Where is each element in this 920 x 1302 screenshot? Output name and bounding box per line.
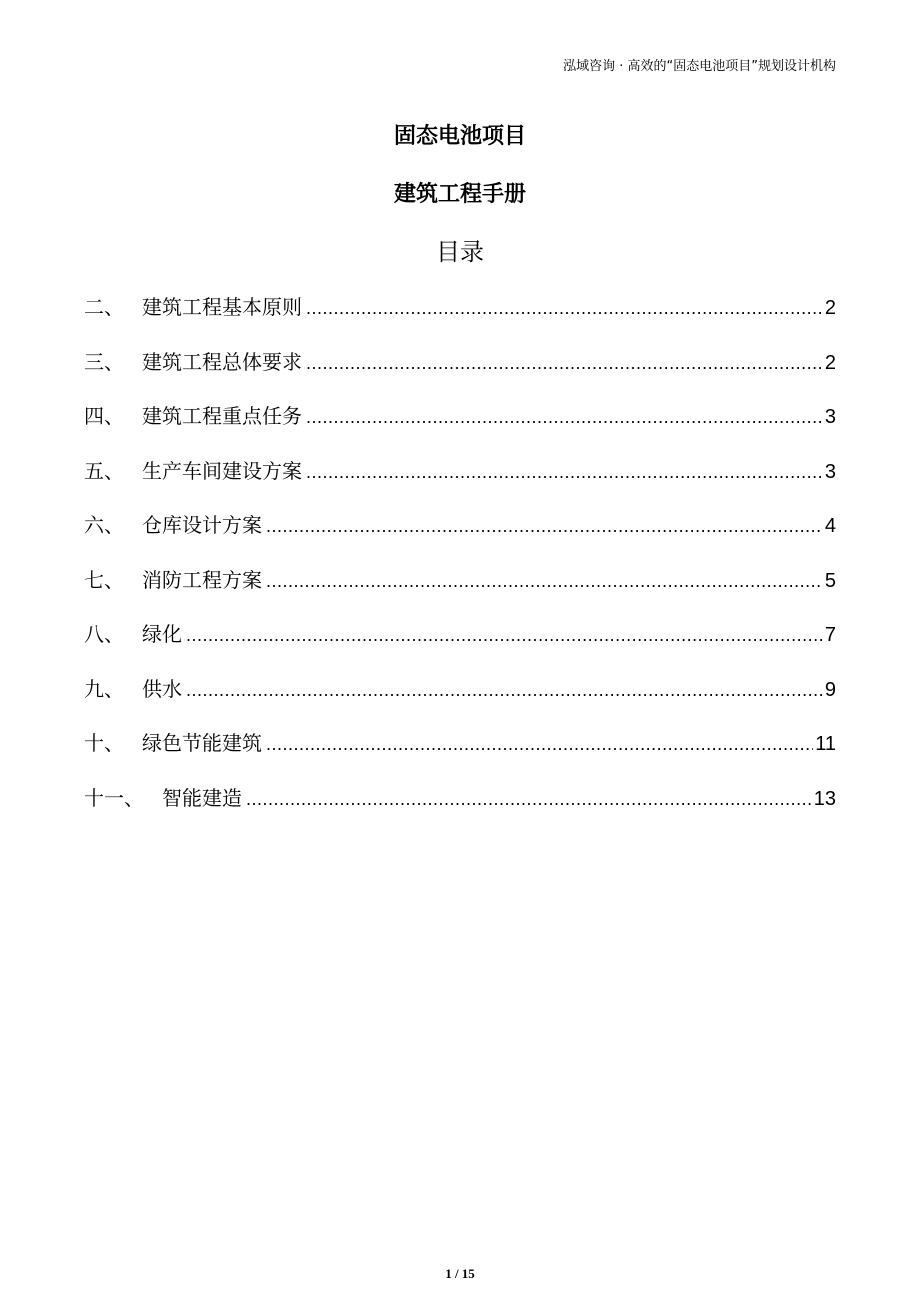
toc-entry-title: 智能建造 <box>162 785 242 810</box>
document-title: 固态电池项目 <box>393 124 526 149</box>
toc-entry-number: 十、 <box>84 731 124 755</box>
toc-dot-leader <box>306 457 823 487</box>
toc-entry-number: 七、 <box>84 567 124 592</box>
toc-dot-leader <box>306 293 823 323</box>
toc-entry[interactable] <box>84 292 836 347</box>
toc-entry-page: 4 <box>824 515 836 537</box>
toc-dot-leader <box>266 566 823 596</box>
toc-dot-leader <box>266 511 823 541</box>
toc-entry-title: 仓库设计方案 <box>142 513 262 537</box>
toc-entry-page: 2 <box>824 351 836 374</box>
toc-entry-number: 三、 <box>84 349 124 374</box>
toc-dot-leader <box>246 784 812 814</box>
toc-entry-number: 十一、 <box>84 785 144 810</box>
toc-entry-page: 3 <box>824 460 836 483</box>
toc-entry-title: 建筑工程重点任务 <box>142 404 302 428</box>
toc-entry[interactable] <box>84 565 836 620</box>
toc-entry-number: 四、 <box>84 404 124 428</box>
toc-entry[interactable] <box>84 347 836 402</box>
table-of-contents <box>84 292 836 837</box>
toc-dot-leader <box>186 675 823 705</box>
toc-entry-title: 生产车间建设方案 <box>142 458 302 483</box>
toc-entry-title: 绿色节能建筑 <box>142 731 262 755</box>
toc-dot-leader <box>306 348 823 378</box>
toc-entry[interactable] <box>84 783 836 838</box>
toc-entry[interactable] <box>84 674 836 729</box>
toc-entry-page: 11 <box>815 733 836 755</box>
toc-entry[interactable] <box>84 401 836 456</box>
toc-entry-number: 六、 <box>84 513 124 537</box>
toc-entry-page: 5 <box>824 569 836 592</box>
toc-entry-title: 建筑工程基本原则 <box>142 295 302 319</box>
toc-entry[interactable] <box>84 619 836 674</box>
toc-entry-page: 7 <box>824 624 836 646</box>
toc-entry-number: 五、 <box>84 458 124 483</box>
toc-entry-page: 9 <box>824 678 836 701</box>
toc-entry-title: 绿化 <box>142 622 182 646</box>
toc-entry-number: 九、 <box>84 676 124 701</box>
toc-entry[interactable] <box>84 456 836 511</box>
document-subtitle: 建筑工程手册 <box>393 182 526 207</box>
toc-entry-page: 2 <box>824 297 836 319</box>
toc-entry-number: 八、 <box>84 622 124 646</box>
toc-entry-title: 供水 <box>142 676 182 701</box>
toc-dot-leader <box>266 729 813 759</box>
page-header: 泓域咨询 · 高效的“固态电池项目”规划设计机构 <box>563 59 836 74</box>
toc-entry-page: 3 <box>824 406 836 428</box>
toc-entry[interactable] <box>84 510 836 565</box>
toc-dot-leader <box>306 402 823 432</box>
toc-entry-page: 13 <box>813 787 836 810</box>
toc-entry-number: 二、 <box>84 295 124 319</box>
page-number: 1 / 15 <box>445 1266 475 1281</box>
header-divider <box>84 84 836 85</box>
toc-heading: 目录 <box>436 238 484 266</box>
toc-entry-title: 消防工程方案 <box>142 567 262 592</box>
toc-entry[interactable] <box>84 728 836 783</box>
toc-entry-title: 建筑工程总体要求 <box>142 349 302 374</box>
toc-dot-leader <box>186 620 823 650</box>
